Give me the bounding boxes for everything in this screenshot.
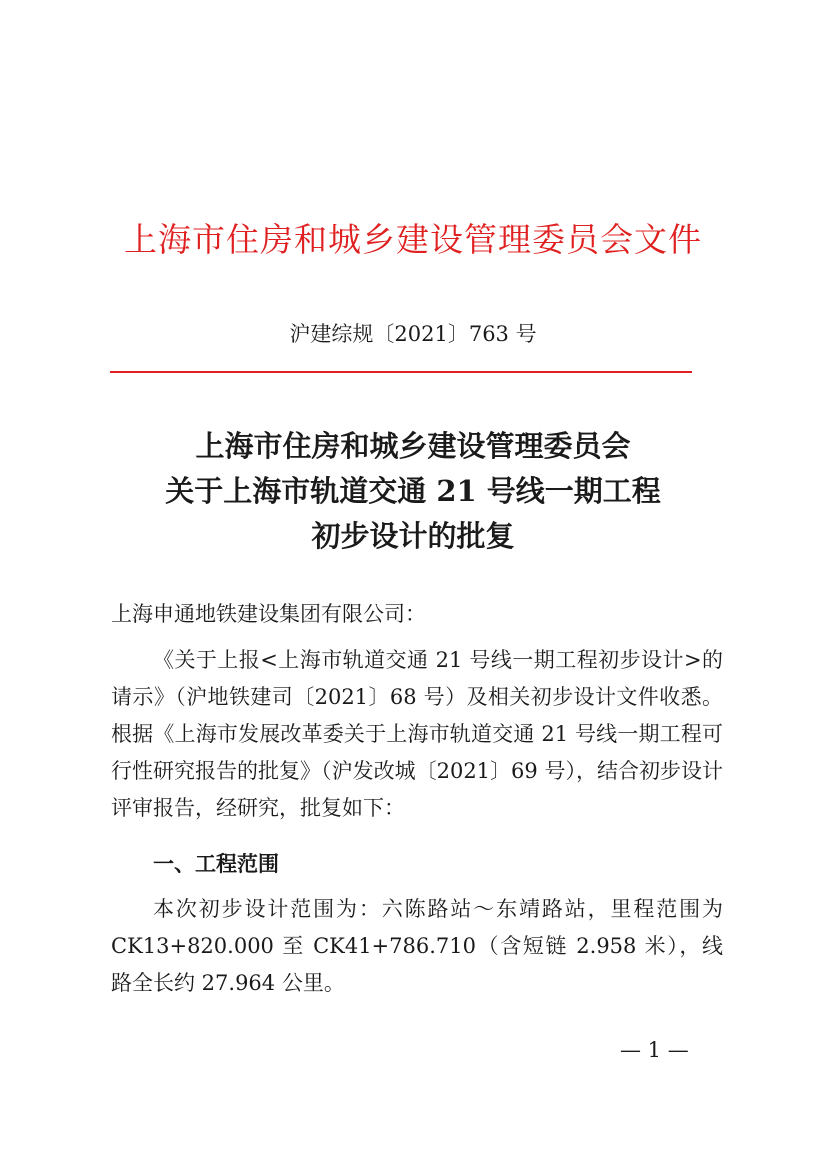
section-heading-scope: 一、工程范围 [153, 852, 279, 876]
body-paragraph-2: 本次初步设计范围为：六陈路站～东靖路站，里程范围为 CK13+820.000 至 CK41+786.710（含短链 2.958 米），线路全长约 27.964 公里。 [111, 897, 723, 995]
main-title-line-3: 初步设计的批复 [311, 519, 515, 553]
document-number: 沪建综规〔2021〕763 号 [289, 322, 537, 346]
page-number: — 1 — [620, 1038, 689, 1062]
main-title [0, 424, 826, 559]
body-paragraph-1: 《关于上报<上海市轨道交通 21 号线一期工程初步设计>的请示》（沪地铁建司〔2021〕68 号）及相关初步设计文件收悉。根据《上海市发展改革委关于上海市轨道交通 21 号线一期工程可行性研究报告的批复》（沪发改城〔2021〕69 号），结合初步设计评审报告，经研究，批复如下： [111, 648, 723, 820]
addressee: 上海申通地铁建设集团有限公司： [111, 602, 426, 626]
document-header-title: 上海市住房和城乡建设管理委员会文件 [124, 220, 702, 259]
main-title-line-1: 上海市住房和城乡建设管理委员会 [195, 429, 631, 463]
red-divider-line [110, 371, 692, 373]
main-title-line-2: 关于上海市轨道交通 21 号线一期工程 [165, 474, 661, 508]
